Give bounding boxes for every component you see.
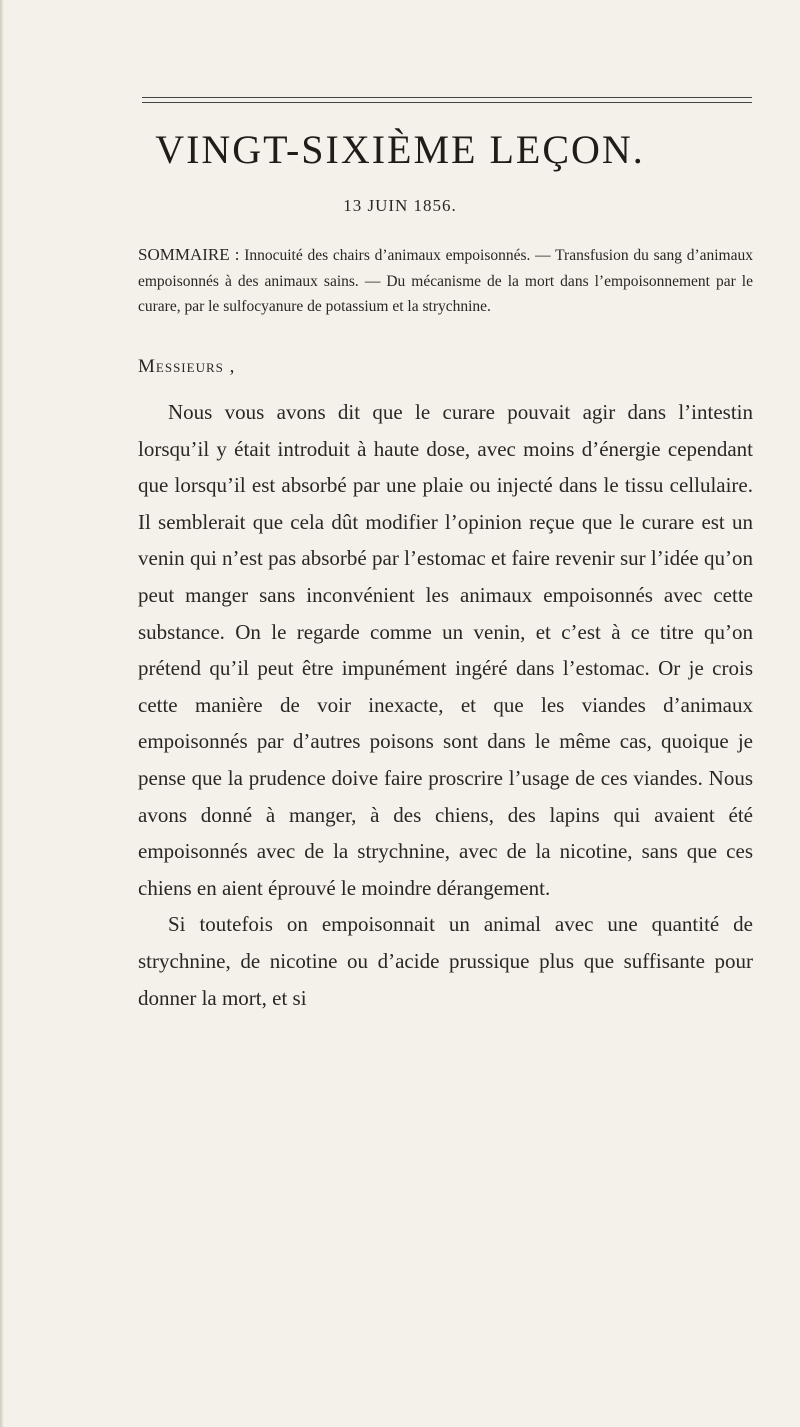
lesson-date: 13 JUIN 1856. <box>343 196 457 215</box>
header-rule <box>142 97 752 103</box>
summary-text: Innocuité des chairs d’animaux empoisonnés. — Transfusion du sang d’animaux empoisonnés à des animaux sains. — Du mécanisme de la mort dans l’empoisonnement par le curare, par le sulfocyanure de potassium et la strychnine. <box>138 247 753 315</box>
salutation: Messieurs , <box>138 356 236 377</box>
paragraph: Si toutefois on empoisonnait un animal avec une quantité de strychnine, de nicotine ou d’acide prussique plus que suffisante pour donner la mort, et si <box>138 912 753 1010</box>
lesson-title: VINGT-SIXIÈME LEÇON. <box>155 127 645 172</box>
body-text <box>138 394 753 1016</box>
summary <box>138 242 753 320</box>
paragraph: Nous vous avons dit que le curare pouvait agir dans l’intestin lorsqu’il y était introduit à haute dose, avec moins d’énergie cependant que lorsqu’il est absorbé par une plaie ou injecté dans le tissu cellulaire. Il semblerait que cela dût modifier l’opinion reçue que le curare est un venin qui n’est pas absorbé par l’estomac et faire revenir sur l’idée qu’on peut manger sans inconvénient les animaux empoisonnés avec cette substance. On le regarde comme un venin, et c’est à ce titre qu’on prétend qu’il peut être impunément ingéré dans l’estomac. Or je crois cette manière de voir inexacte, et que les viandes d’animaux empoisonnés par d’autres poisons sont dans le même cas, quoique je pense que la prudence doive faire proscrire l’usage de ces viandes. Nous avons donné à manger, à des chiens, des lapins qui avaient été empoisonnés avec de la strychnine, avec de la nicotine, sans que ces chiens en aient éprouvé le moindre dérangement. <box>138 400 753 900</box>
summary-label: SOMMAIRE : <box>138 245 240 264</box>
